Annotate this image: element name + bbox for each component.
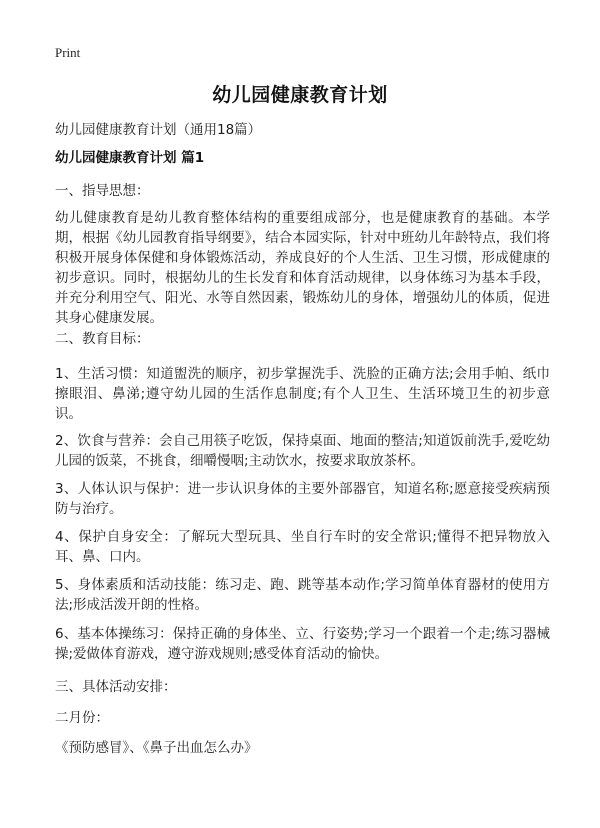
goal-item-diet-nutrition: 2、饮食与营养：会自己用筷子吃饭，保持桌面、地面的整洁;知道饭前洗手,爱吃幼儿园的饭菜，不挑食，细嚼慢咽;主动饮水，按要求取放茶杯。 xyxy=(55,433,550,469)
goal-item-body-knowledge: 3、人体认识与保护：进一步认识身体的主要外部器官，知道名称;愿意接受疾病预防与治疗。 xyxy=(55,481,550,517)
print-link[interactable]: Print xyxy=(55,45,81,60)
guide-heading: 一、指导思想： xyxy=(55,183,150,199)
month-topics: 《预防感冒》、《鼻子出血怎么办》 xyxy=(55,740,258,756)
section-heading: 幼儿园健康教育计划 篇1 xyxy=(55,150,205,166)
plan-heading: 三、具体活动安排： xyxy=(55,679,177,695)
month-label: 二月份： xyxy=(55,710,109,726)
document-subtitle: 幼儿园健康教育计划（通用18篇） xyxy=(55,122,262,138)
goal-item-gymnastics: 6、基本体操练习：保持正确的身体坐、立、行姿势;学习一个跟着一个走;练习器械操;爱做体育游戏，遵守游戏规则;感受体育活动的愉快。 xyxy=(55,626,550,662)
page-title: 幼儿园健康教育计划 xyxy=(212,84,388,106)
goals-heading: 二、教育目标： xyxy=(55,331,150,347)
goal-item-self-safety: 4、保护自身安全：了解玩大型玩具、坐自行车时的安全常识;懂得不把异物放入耳、鼻、口内。 xyxy=(55,529,550,565)
goal-item-physical-skills: 5、身体素质和活动技能：练习走、跑、跳等基本动作;学习简单体育器材的使用方法;形成活泼开朗的性格。 xyxy=(55,577,550,613)
goal-item-living-habits: 1、生活习惯：知道盥洗的顺序，初步掌握洗手、洗脸的正确方法;会用手帕、纸巾擦眼泪、鼻涕;遵守幼儿园的生活作息制度;有个人卫生、生活环境卫生的初步意识。 xyxy=(55,366,550,422)
guide-paragraph: 幼儿健康教育是幼儿教育整体结构的重要组成部分，也是健康教育的基础。本学期，根据《幼儿园教育指导纲要》，结合本园实际，针对中班幼儿年龄特点，我们将积极开展身体保健和身体锻炼活动，养成良好的个人生活、卫生习惯，形成健康的初步意识。同时，根据幼儿的生长发育和体育活动规律，以身体练习为基本手段，并充分利用空气、阳光、水等自然因素，锻炼幼儿的身体，增强幼儿的体质，促进其身心健康发展。 xyxy=(55,210,550,326)
